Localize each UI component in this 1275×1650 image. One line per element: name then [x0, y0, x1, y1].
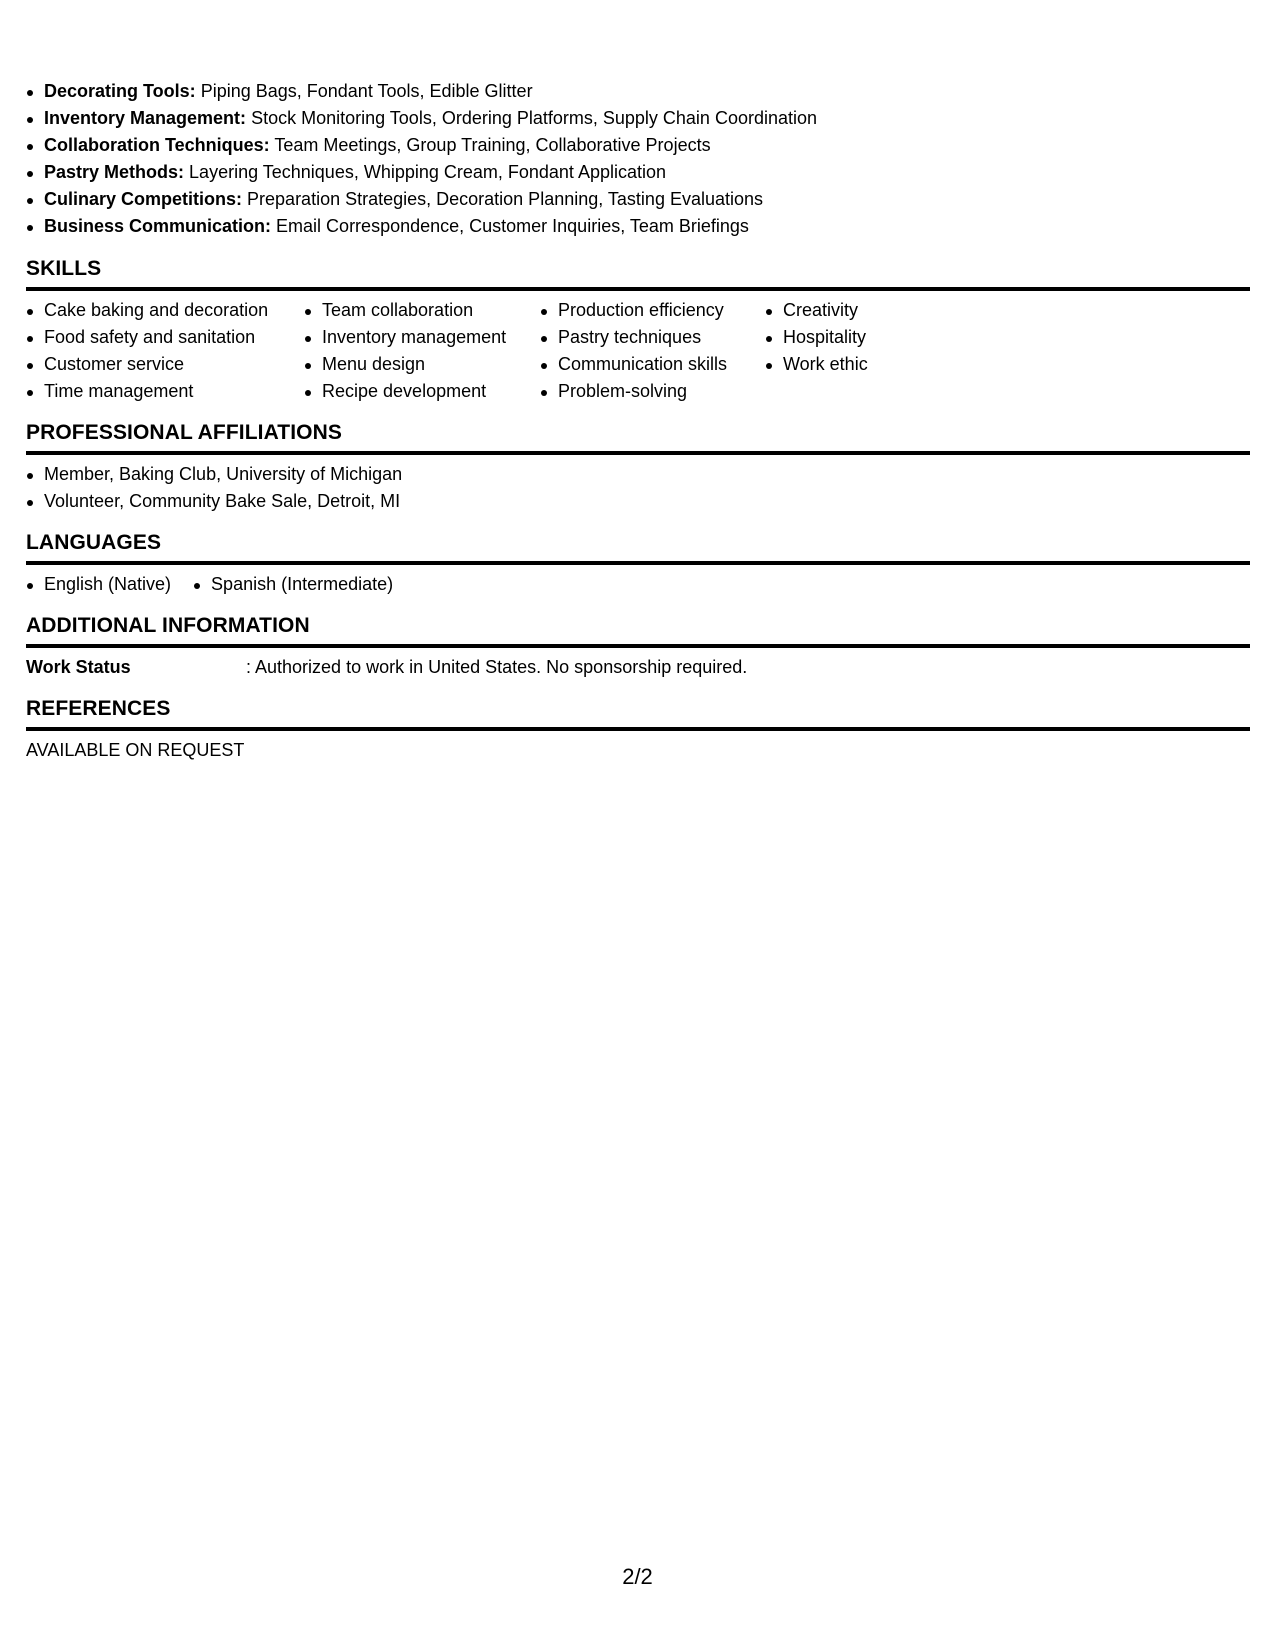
skill-item: Customer service	[26, 351, 304, 378]
tools-item-value: Piping Bags, Fondant Tools, Edible Glitter	[200, 81, 533, 101]
references-heading: REFERENCES	[26, 696, 1250, 731]
tools-item-value: Layering Techniques, Whipping Cream, Fondant Application	[189, 162, 667, 182]
affiliation-item: Volunteer, Community Bake Sale, Detroit, MI	[26, 488, 1250, 515]
skill-item: Production efficiency	[540, 297, 765, 324]
tools-item-label: Business Communication:	[44, 216, 272, 236]
tools-item	[26, 78, 1250, 105]
skills-grid	[26, 297, 1250, 405]
affiliation-item: Member, Baking Club, University of Michigan	[26, 461, 1250, 488]
tools-item	[26, 105, 1250, 132]
tools-item-label: Collaboration Techniques:	[44, 135, 270, 155]
skill-item: Food safety and sanitation	[26, 324, 304, 351]
languages-list	[26, 571, 1250, 598]
references-text: AVAILABLE ON REQUEST	[26, 740, 245, 760]
affiliations-heading: PROFESSIONAL AFFILIATIONS	[26, 420, 1250, 455]
skill-item: Recipe development	[304, 378, 540, 405]
skill-item: Cake baking and decoration	[26, 297, 304, 324]
languages-heading: LANGUAGES	[26, 530, 1250, 565]
work-status-value: : Authorized to work in United States. No sponsorship required.	[246, 657, 748, 677]
affiliations-list	[26, 461, 1250, 515]
skills-column	[304, 297, 540, 405]
tools-item-label: Inventory Management:	[44, 108, 247, 128]
skill-item: Team collaboration	[304, 297, 540, 324]
skill-item: Time management	[26, 378, 304, 405]
additional-info-heading: ADDITIONAL INFORMATION	[26, 613, 1250, 648]
tools-item	[26, 159, 1250, 186]
skill-item: Pastry techniques	[540, 324, 765, 351]
skill-item: Menu design	[304, 351, 540, 378]
tools-item	[26, 132, 1250, 159]
tools-list	[26, 78, 1250, 240]
tools-item	[26, 213, 1250, 240]
tools-item	[26, 186, 1250, 213]
tools-item-label: Decorating Tools:	[44, 81, 196, 101]
tools-item-label: Pastry Methods:	[44, 162, 185, 182]
resume-page-2	[26, 78, 1250, 764]
tools-item-label: Culinary Competitions:	[44, 189, 243, 209]
skills-column	[540, 297, 765, 405]
tools-item-value: Email Correspondence, Customer Inquiries, Team Briefings	[276, 216, 749, 236]
work-status-row	[26, 654, 1250, 681]
tools-item-value: Team Meetings, Group Training, Collaborative Projects	[274, 135, 711, 155]
language-item: English (Native)	[26, 571, 171, 598]
skill-item: Communication skills	[540, 351, 765, 378]
skills-heading: SKILLS	[26, 256, 1250, 291]
tools-item-value: Preparation Strategies, Decoration Planning, Tasting Evaluations	[247, 189, 764, 209]
language-item: Spanish (Intermediate)	[193, 571, 393, 598]
work-status-label: Work Status	[26, 657, 131, 677]
skill-item: Hospitality	[765, 324, 965, 351]
skill-item: Problem-solving	[540, 378, 765, 405]
tools-item-value: Stock Monitoring Tools, Ordering Platforms, Supply Chain Coordination	[251, 108, 818, 128]
page-number: 2/2	[622, 1564, 653, 1589]
skill-item: Creativity	[765, 297, 965, 324]
skill-item: Inventory management	[304, 324, 540, 351]
skills-column	[765, 297, 965, 405]
skills-column	[26, 297, 304, 405]
skill-item: Work ethic	[765, 351, 965, 378]
